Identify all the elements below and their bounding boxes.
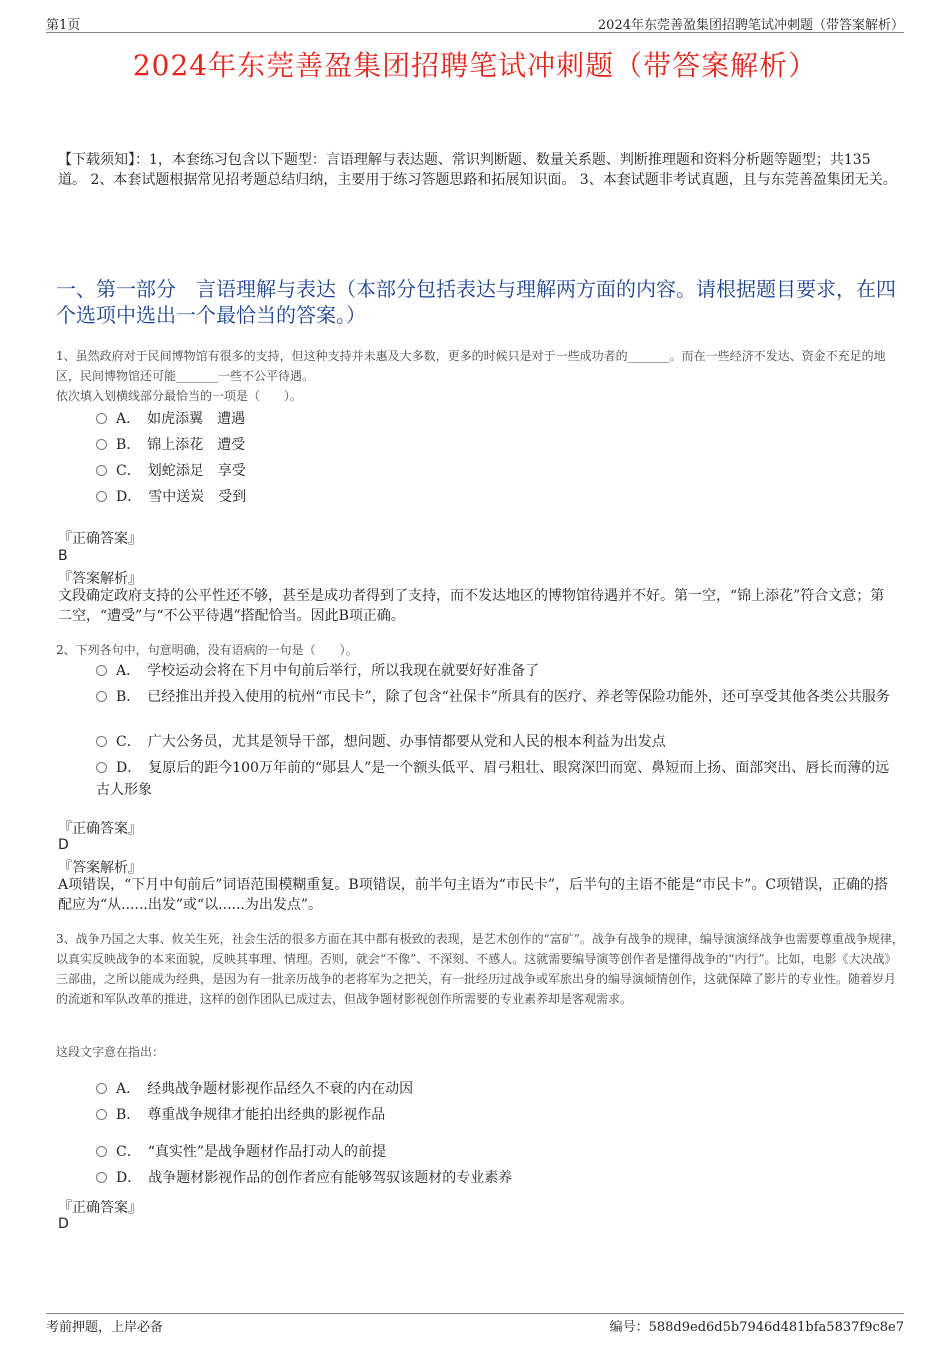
radio-icon[interactable] <box>96 439 107 450</box>
question-1-explanation: 文段确定政府支持的公平性还不够，甚至是成功者得到了支持，而不发达地区的博物馆待遇并不好。第一空，“锦上添花”符合文意；第二空，“遭受”与“不公平待遇”搭配恰当。因此B项正确。 <box>58 588 885 624</box>
footer-divider <box>46 1313 904 1314</box>
question-2-text: 2、下列各句中，句意明确，没有语病的一句是（ ）。 <box>56 643 358 657</box>
question-3-option-a[interactable]: A． 经典战争题材影视作品经久不衰的内在动因 <box>96 1078 896 1100</box>
footer-serial: 编号：588d9ed6d5b7946d481bfa5837f9c8e7 <box>609 1320 904 1335</box>
question-3-answer-label: 『正确答案』 <box>58 1200 142 1216</box>
question-1-option-b[interactable]: B． 锦上添花 遭受 <box>96 434 896 456</box>
question-3-prompt: 这段文字意在指出： <box>56 1045 165 1059</box>
question-2-answer: D <box>58 837 69 853</box>
radio-icon[interactable] <box>96 491 107 502</box>
question-1-answer: B <box>58 548 68 564</box>
question-1-explanation-label: 『答案解析』 <box>58 571 142 587</box>
question-2-explanation: A项错误，“下月中旬前后”词语范围模糊重复。B项错误，前半句主语为“市民卡”，后半句的主语不能是“市民卡”。C项错误，正确的搭配应为“从......出发”或“以......为出发点”。 <box>58 877 889 913</box>
radio-icon[interactable] <box>96 1172 107 1183</box>
question-1-option-c[interactable]: C． 划蛇添足 享受 <box>96 460 896 482</box>
radio-icon[interactable] <box>96 413 107 424</box>
radio-icon[interactable] <box>96 736 107 747</box>
question-3-option-b[interactable]: B． 尊重战争规律才能拍出经典的影视作品 <box>96 1104 896 1126</box>
question-1-answer-label: 『正确答案』 <box>58 531 142 547</box>
download-notice: 【下载须知】：1，本套练习包含以下题型：言语理解与表达题、常识判断题、数量关系题、判断推理题和资料分析题等题型；共135道。 2、本套试题根据常见招考题总结归纳，主要用于练习答题思路和拓展知识面。 3、本套试题非考试真题，且与东莞善盈集团无关。 <box>58 152 897 188</box>
header-page-number: 第1页 <box>46 18 81 33</box>
section-heading: 一、第一部分 言语理解与表达（本部分包括表达与理解两方面的内容。请根据题目要求，在四个选项中选出一个最恰当的答案。） <box>56 277 896 327</box>
question-2-option-a[interactable]: A． 学校运动会将在下月中旬前后举行，所以我现在就要好好准备了 <box>96 660 896 682</box>
question-2-option-b[interactable]: B． 已经推出并投入使用的杭州“市民卡”，除了包含“社保卡”所具有的医疗、养老等保险功能外，还可享受其他各类公共服务 <box>96 686 896 708</box>
question-3-option-c[interactable]: C． “真实性”是战争题材作品打动人的前提 <box>96 1141 896 1163</box>
header-divider <box>46 32 904 33</box>
question-1-option-d[interactable]: D． 雪中送炭 受到 <box>96 486 896 508</box>
question-3-option-d[interactable]: D． 战争题材影视作品的创作者应有能够驾驭该题材的专业素养 <box>96 1167 896 1189</box>
radio-icon[interactable] <box>96 762 107 773</box>
question-3-text: 3、战争乃国之大事、攸关生死，社会生活的很多方面在其中都有极致的表现，是艺术创作的“富矿”。战争有战争的规律，编导演演绎战争也需要尊重战争规律，以真实反映战争的本来面貌，反映其事理、情理。否则，就会“不像”、不深刻、不感人。这就需要编导演等创作者是懂得战争的“内行”。比如，电影《大决战》三部曲，之所以能成为经典，是因为有一批亲历战争的老将军为之把关，有一批经历过战争或军旅出身的编导演倾情创作，这就保障了影片的专业性。随着岁月的流逝和军队改革的推进，这样的创作团队已成过去，但战争题材影视创作所需要的专业素养却是客观需求。 <box>56 932 904 1006</box>
question-2-option-d[interactable]: D． 复原后的距今100万年前的“郧县人”是一个额头低平、眉弓粗壮、眼窝深凹而宽、鼻短而上扬、面部突出、唇长而薄的远古人形象 <box>96 760 890 798</box>
question-2-option-c[interactable]: C． 广大公务员，尤其是领导干部，想问题、办事情都要从党和人民的根本利益为出发点 <box>96 731 896 753</box>
question-1-text: 1、虽然政府对于民间博物馆有很多的支持，但这种支持并未惠及大多数，更多的时候只是对于一些成功者的_______。而在一些经济不发达、资金不充足的地区，民间博物馆还可能_______一些不公平待遇。 <box>56 349 886 383</box>
question-2-explanation-label: 『答案解析』 <box>58 860 142 876</box>
question-2-answer-label: 『正确答案』 <box>58 821 142 837</box>
page-title: 2024年东莞善盈集团招聘笔试冲刺题（带答案解析） <box>132 49 818 82</box>
question-1-prompt: 依次填入划横线部分最恰当的一项是（ ）。 <box>56 389 303 403</box>
question-1-option-a[interactable]: A． 如虎添翼 遭遇 <box>96 408 896 430</box>
radio-icon[interactable] <box>96 1146 107 1157</box>
question-3-answer: D <box>58 1216 69 1232</box>
radio-icon[interactable] <box>96 1109 107 1120</box>
header-doc-title: 2024年东莞善盈集团招聘笔试冲刺题（带答案解析） <box>597 18 904 33</box>
footer-slogan: 考前押题，上岸必备 <box>46 1320 164 1335</box>
radio-icon[interactable] <box>96 665 107 676</box>
radio-icon[interactable] <box>96 691 107 702</box>
radio-icon[interactable] <box>96 1083 107 1094</box>
radio-icon[interactable] <box>96 465 107 476</box>
